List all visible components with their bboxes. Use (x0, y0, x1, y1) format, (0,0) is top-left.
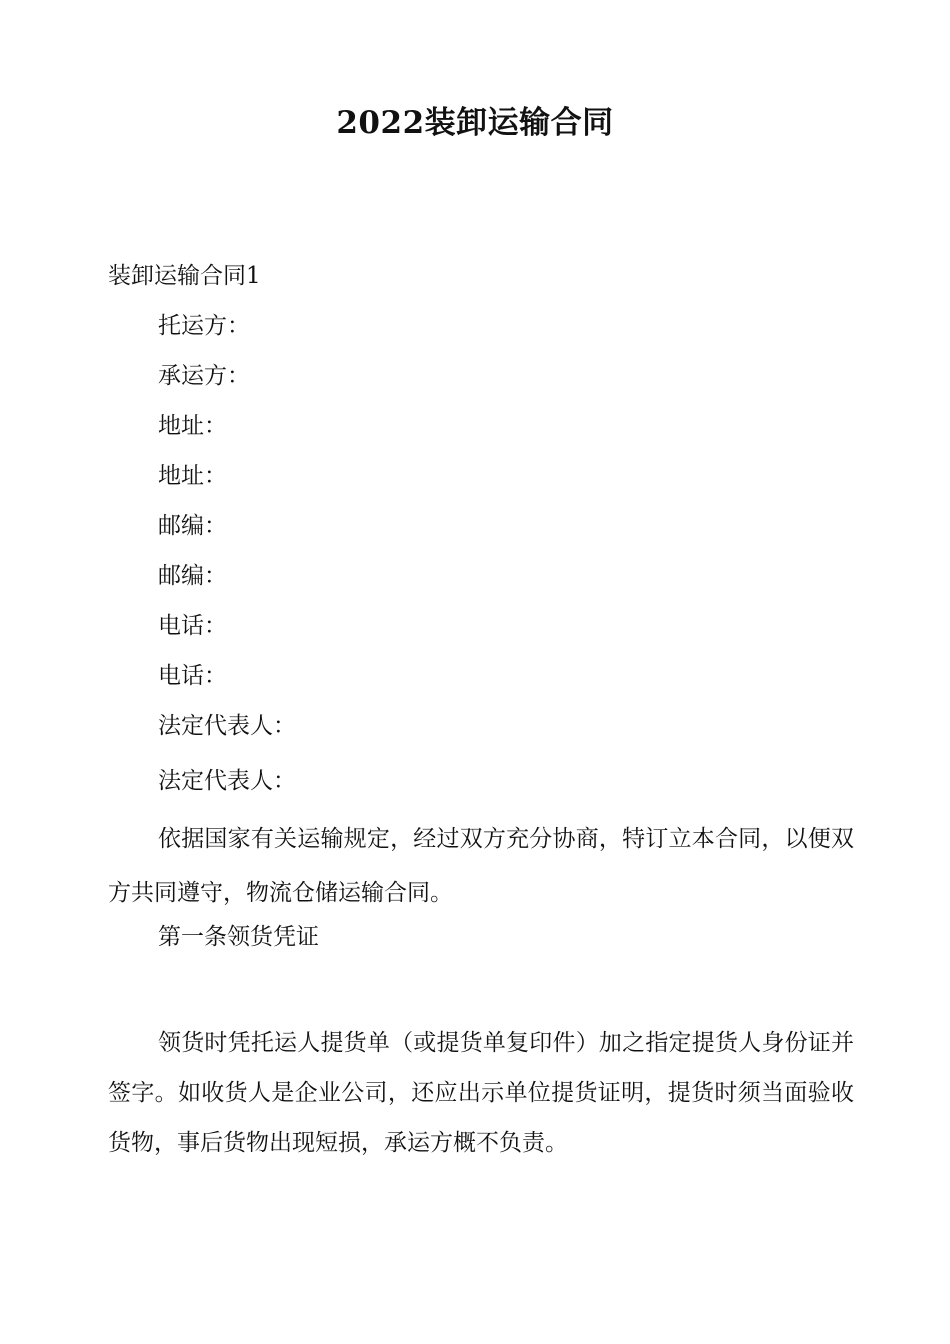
field-carrier: 承运方： (158, 363, 250, 389)
clause-1-body: 领货时凭托运人提货单（或提货单复印件）加之指定提货人身份证并签字。如收货人是企业公司，还应出示单位提货证明，提货时须当面验收货物，事后货物出现短损，承运方概不负责。 (108, 1030, 854, 1156)
section-title: 装卸运输合同1 (108, 263, 261, 289)
field-shipper: 托运方： (158, 313, 250, 339)
field-legal-rep-2: 法定代表人： (158, 768, 296, 794)
intro-paragraph: 依据国家有关运输规定，经过双方充分协商，特订立本合同，以便双方共同遵守，物流仓储运输合同。 (108, 826, 854, 906)
clause-1-heading: 第一条领货凭证 (158, 924, 319, 950)
field-legal-rep-1: 法定代表人： (158, 713, 296, 739)
field-postcode-1: 邮编： (158, 513, 227, 539)
field-address-2: 地址： (158, 463, 227, 489)
field-phone-2: 电话： (158, 663, 227, 689)
document-title: 2022装卸运输合同 (336, 105, 614, 141)
field-phone-1: 电话： (158, 613, 227, 639)
field-address-1: 地址： (158, 413, 227, 439)
field-postcode-2: 邮编： (158, 563, 227, 589)
